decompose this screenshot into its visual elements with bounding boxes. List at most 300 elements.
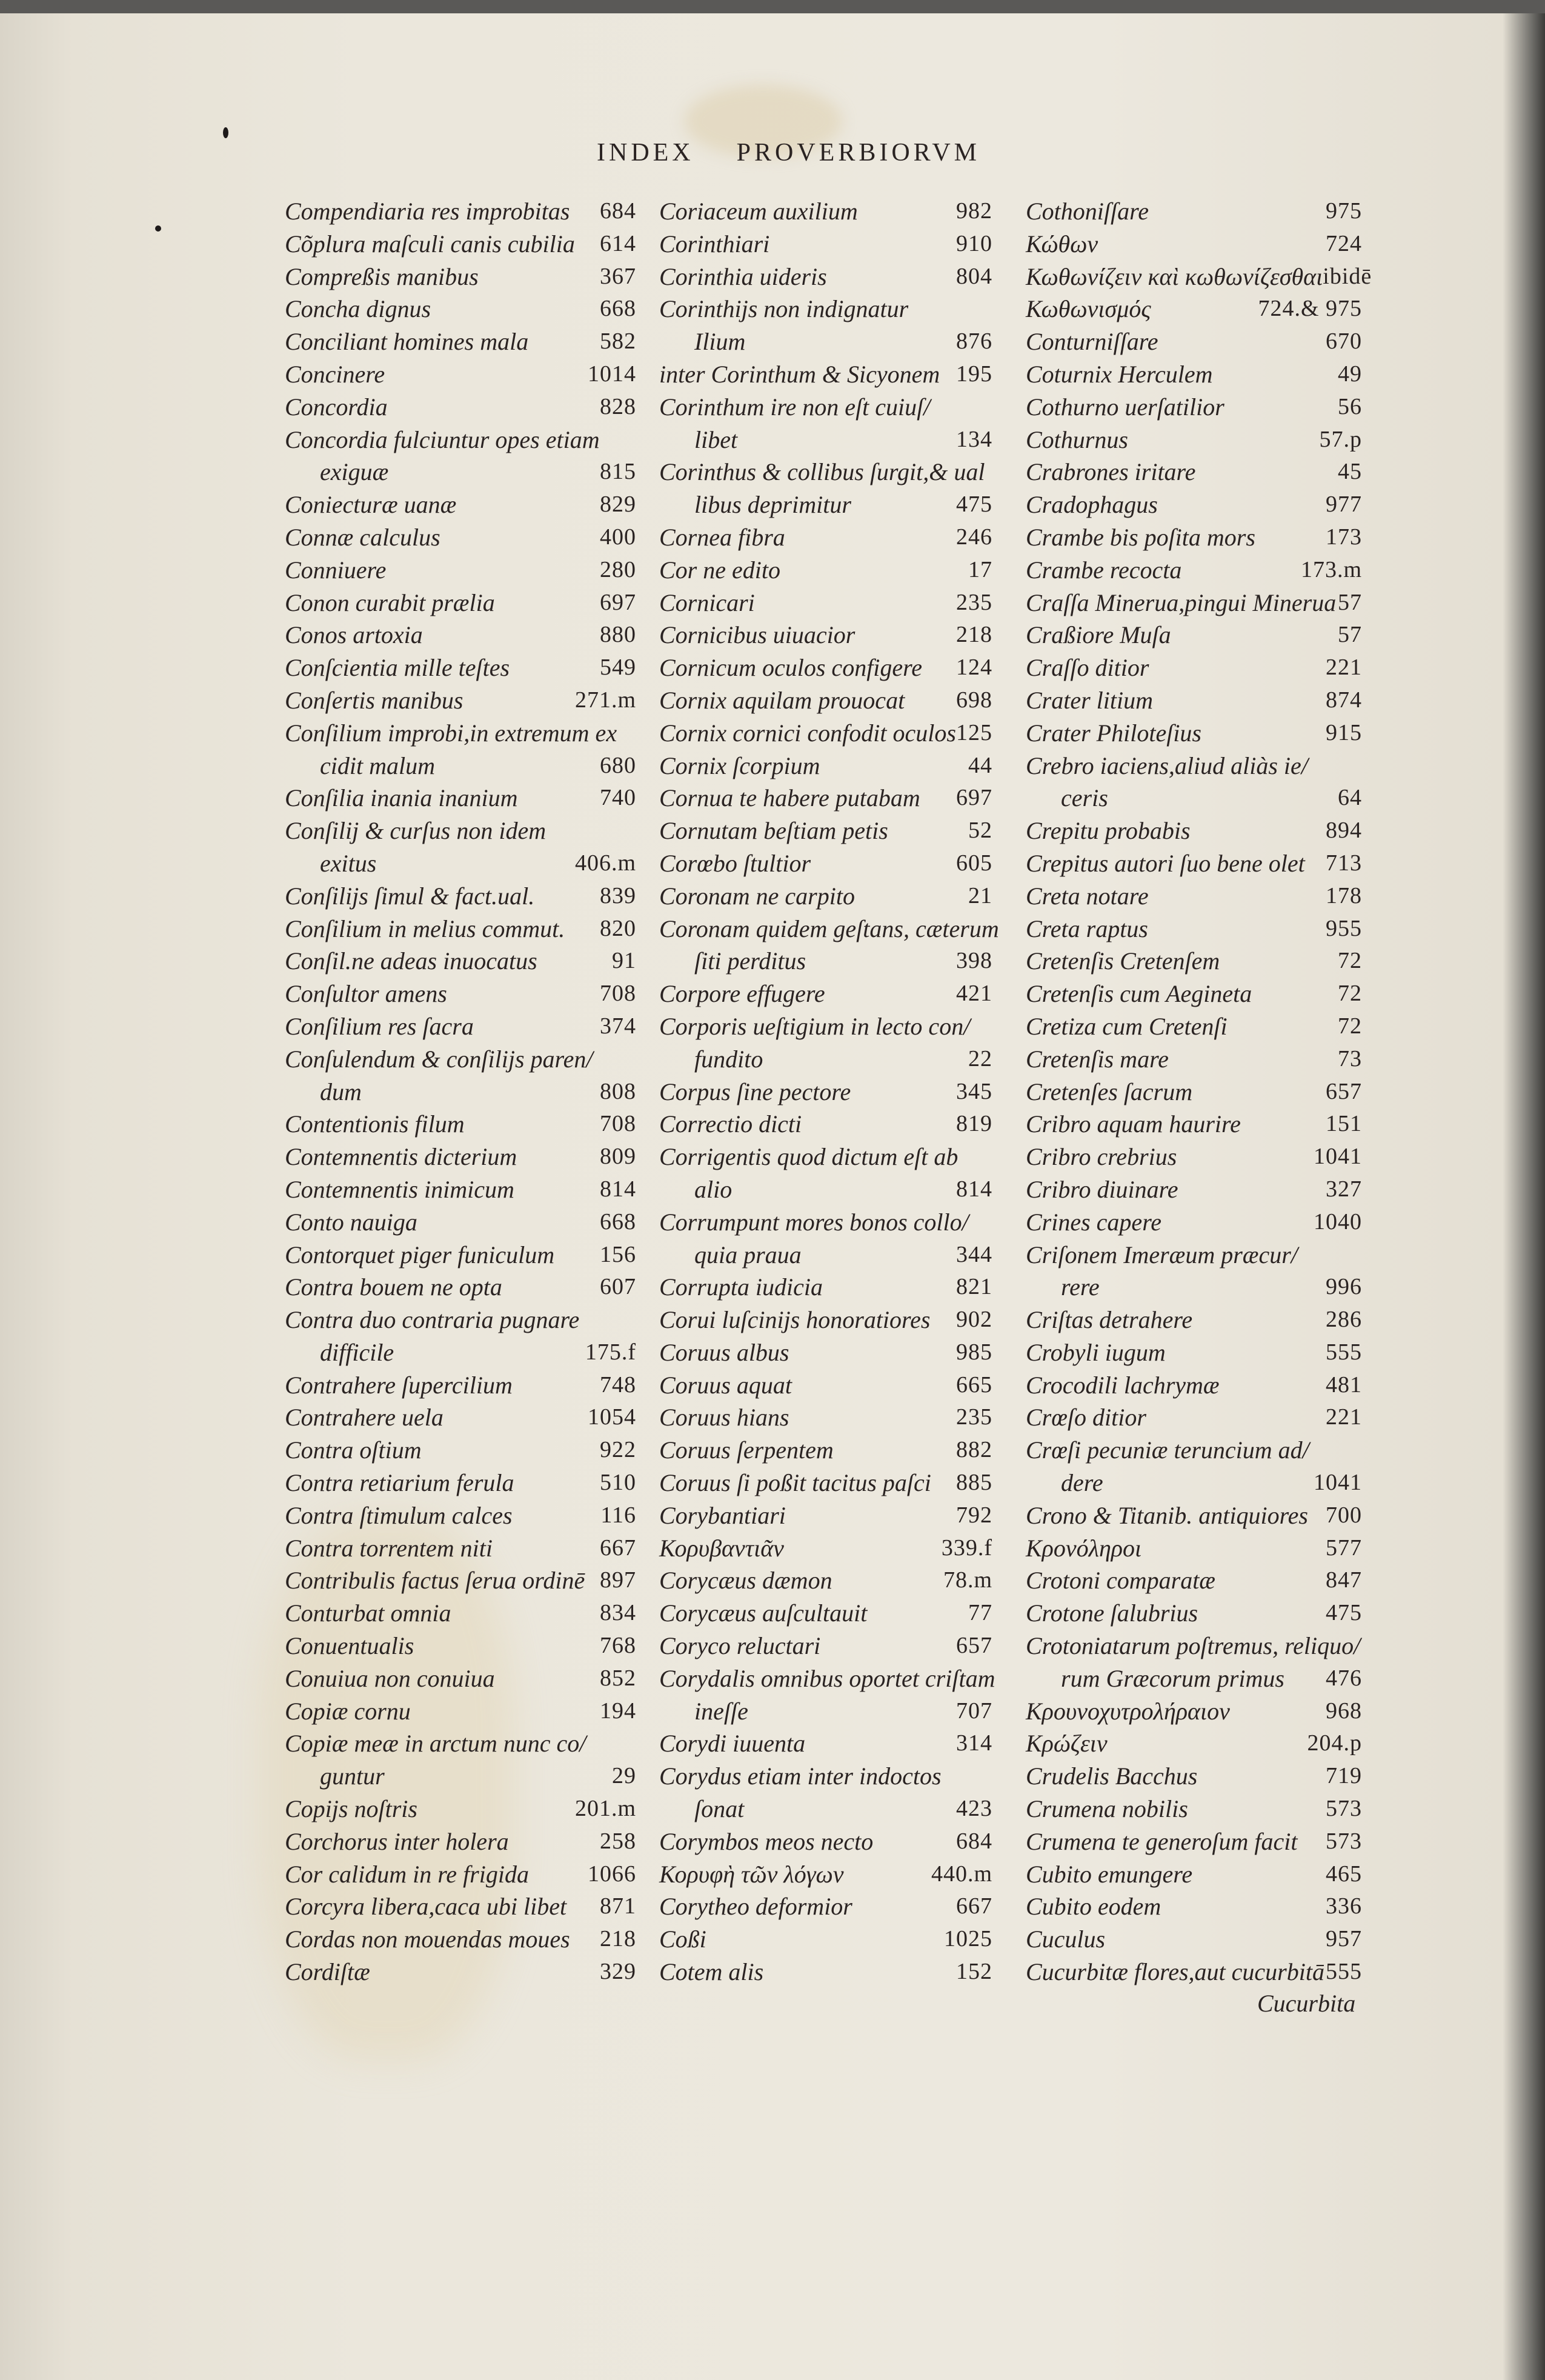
page-reference: 821	[956, 1274, 992, 1300]
page-reference: 246	[956, 524, 992, 550]
index-entry	[285, 619, 636, 652]
entry-text: Conſilia inania inanium	[285, 784, 518, 812]
index-entry	[285, 325, 636, 358]
index-entry	[285, 1825, 636, 1858]
page-reference: 668	[600, 1208, 636, 1235]
index-entry	[285, 195, 636, 228]
page-reference: 876	[956, 328, 992, 355]
entry-text: Cornix ſcorpium	[659, 752, 820, 779]
page-reference: 792	[956, 1502, 992, 1528]
page-reference: 258	[600, 1828, 636, 1854]
index-entry	[1026, 1141, 1362, 1173]
index-entry	[659, 1923, 992, 1956]
index-entry	[1026, 652, 1362, 684]
page-reference: 72	[1338, 1013, 1362, 1039]
index-entry	[659, 913, 999, 945]
entry-text: Cornicari	[659, 588, 755, 616]
index-entry	[285, 391, 636, 424]
page-reference: 607	[600, 1274, 636, 1300]
index-entry	[659, 293, 992, 325]
entry-text: alio	[694, 1175, 733, 1203]
entry-text: cidit malum	[320, 752, 435, 779]
entry-text: Corydi iuuenta	[659, 1730, 806, 1758]
entry-text: Contribulis factus ſerua ordinē	[285, 1567, 585, 1595]
index-entry	[285, 1630, 636, 1662]
entry-text: Contrahere uela	[285, 1404, 444, 1432]
scan-border	[0, 0, 1545, 13]
index-entry	[659, 1630, 992, 1662]
index-entry	[1026, 1336, 1362, 1369]
entry-text: Compreßis manibus	[285, 262, 479, 290]
page-reference: 708	[600, 981, 636, 1007]
index-entry	[285, 424, 636, 456]
page-reference: 982	[956, 198, 992, 224]
ink-speck	[223, 127, 228, 138]
index-entry	[1026, 1956, 1362, 1988]
page-reference: 713	[1326, 850, 1362, 876]
entry-text: Cornicum oculos configere	[659, 654, 923, 682]
index-entry	[1026, 1727, 1362, 1760]
page-reference: 475	[1326, 1600, 1362, 1626]
index-entry	[285, 587, 636, 619]
entry-text: Cornua te habere putabam	[659, 784, 920, 812]
entry-text: Cretenſis mare	[1026, 1045, 1169, 1073]
entry-text: Coruus albus	[659, 1338, 789, 1366]
page-reference: 57.p	[1319, 426, 1362, 452]
index-entry	[659, 261, 992, 293]
page-reference: 814	[600, 1176, 636, 1202]
index-entry	[659, 1858, 992, 1891]
index-entry	[659, 750, 992, 782]
page-reference: 814	[956, 1176, 992, 1202]
index-entry-continuation	[285, 847, 636, 880]
page-reference: 957	[1326, 1926, 1362, 1952]
index-entry	[285, 717, 636, 750]
page-reference: 151	[1326, 1111, 1362, 1137]
page-reference: ibidē	[1323, 263, 1372, 289]
index-entry	[285, 1695, 636, 1728]
index-entry-continuation	[285, 456, 636, 488]
page-reference: 670	[1326, 328, 1362, 355]
index-entry	[659, 228, 992, 261]
index-entry	[1026, 228, 1362, 261]
index-entry	[285, 1793, 636, 1825]
entry-text: Crumena te generoſum facit	[1026, 1827, 1298, 1855]
entry-text: Crœſi pecuniæ teruncium ad/	[1026, 1436, 1309, 1464]
entry-text: ineſſe	[694, 1697, 748, 1725]
entry-text: Crambe bis poſita mors	[1026, 523, 1255, 551]
entry-text: Cretenſes ſacrum	[1026, 1078, 1193, 1105]
page-reference: 1054	[588, 1404, 636, 1430]
page-reference: 915	[1326, 719, 1362, 745]
index-entry	[285, 978, 636, 1010]
page-reference: 724.& 975	[1258, 296, 1362, 322]
index-entry	[659, 456, 992, 488]
entry-text: Cribro diuinare	[1026, 1175, 1178, 1203]
index-entry-continuation	[1026, 1271, 1362, 1304]
index-entry	[659, 358, 992, 391]
entry-text: inter Corinthum & Sicyonem	[659, 360, 940, 388]
page-reference: 668	[600, 296, 636, 322]
entry-text: Conuiua non conuiua	[285, 1664, 495, 1692]
page-reference: 768	[600, 1633, 636, 1659]
entry-text: Contra bouem ne opta	[285, 1273, 502, 1301]
page-reference: 1041	[1314, 1144, 1362, 1170]
index-entry	[659, 1890, 992, 1923]
page-reference: 910	[956, 230, 992, 256]
page-reference: 221	[1326, 1404, 1362, 1430]
index-entry	[285, 1141, 636, 1173]
index-entry	[659, 1336, 992, 1369]
entry-text: Connæ calculus	[285, 523, 440, 551]
entry-text: Cothurnus	[1026, 425, 1128, 453]
entry-text: Coruus hians	[659, 1404, 789, 1432]
index-entry	[285, 782, 636, 815]
page-reference: 555	[1326, 1959, 1362, 1985]
page-reference: 852	[600, 1665, 636, 1691]
index-entry	[285, 1239, 636, 1272]
page-reference: 17	[968, 556, 992, 582]
index-entry	[285, 1304, 636, 1336]
index-entry	[659, 1369, 992, 1402]
entry-text: Craſſa Minerua,pingui Minerua	[1026, 588, 1337, 616]
page-reference: 423	[956, 1796, 992, 1822]
entry-text: exitus	[320, 849, 377, 877]
entry-text: Conſultor amens	[285, 980, 447, 1008]
index-entry-continuation	[285, 1076, 636, 1108]
index-entry	[285, 521, 636, 554]
entry-text: Contemnentis inimicum	[285, 1175, 514, 1203]
index-entry	[1026, 1532, 1362, 1565]
entry-text: Concha dignus	[285, 295, 431, 323]
page-reference: 828	[600, 393, 636, 419]
index-entry	[1026, 815, 1362, 847]
page-reference: 719	[1326, 1763, 1362, 1789]
entry-text: Conſilium in melius commut.	[285, 915, 565, 942]
entry-text: Copijs noſtris	[285, 1795, 417, 1823]
entry-text: Correctio dicti	[659, 1110, 802, 1138]
page-reference: 657	[956, 1633, 992, 1659]
index-entry	[1026, 1239, 1362, 1272]
index-entry	[1026, 358, 1362, 391]
entry-text: rum Græcorum primus	[1061, 1664, 1284, 1692]
index-entry	[659, 1206, 992, 1239]
entry-text: Κρώζειν	[1026, 1730, 1108, 1758]
page-reference: 985	[956, 1339, 992, 1365]
index-entry	[659, 1141, 992, 1173]
page-reference: 885	[956, 1470, 992, 1496]
page-reference: 116	[600, 1502, 636, 1528]
index-entry-continuation	[1026, 1467, 1362, 1499]
entry-text: Coruus ſi poßit tacitus paſci	[659, 1469, 931, 1497]
index-entry	[659, 195, 992, 228]
index-entry	[1026, 913, 1362, 945]
entry-text: Contra torrentem niti	[285, 1534, 493, 1562]
entry-text: Coßi	[659, 1925, 706, 1953]
index-entry	[659, 587, 992, 619]
page-reference: 327	[1326, 1176, 1362, 1202]
entry-text: Conſilium improbi,in extremum ex	[285, 719, 617, 747]
index-entry	[1026, 619, 1362, 652]
page-reference: 1014	[588, 361, 636, 387]
index-entry	[1026, 978, 1362, 1010]
entry-text: Conſilij & curſus non idem	[285, 817, 547, 845]
page-reference: 204.p	[1307, 1730, 1362, 1756]
entry-text: Corinthiari	[659, 230, 770, 258]
entry-text: Cuculus	[1026, 1925, 1106, 1953]
entry-text: Contrahere ſupercilium	[285, 1371, 513, 1399]
index-entry	[659, 1271, 992, 1304]
entry-text: libet	[694, 425, 738, 453]
entry-text: ſiti perditus	[694, 947, 806, 975]
entry-text: Corrumpunt mores bonos collo/	[659, 1208, 969, 1236]
index-entry	[1026, 554, 1362, 587]
page-reference: 91	[612, 948, 636, 974]
index-entry	[1026, 1173, 1362, 1206]
index-entry	[659, 1532, 992, 1565]
entry-text: Cribro aquam haurire	[1026, 1110, 1241, 1138]
entry-text: Cretiza cum Cretenſi	[1026, 1012, 1228, 1040]
index-entry	[285, 1043, 636, 1076]
entry-text: Cornea fibra	[659, 523, 785, 551]
index-entry	[659, 1564, 992, 1597]
entry-text: Crudelis Bacchus	[1026, 1762, 1198, 1790]
page-reference: 280	[600, 556, 636, 582]
entry-text: Crobyli iugum	[1026, 1338, 1166, 1366]
index-entry	[1026, 1369, 1362, 1402]
entry-text: Conturniſſare	[1026, 328, 1158, 356]
index-entry	[659, 1597, 992, 1630]
page-reference: 667	[956, 1893, 992, 1919]
index-entry	[285, 815, 636, 847]
index-entry	[1026, 1630, 1362, 1662]
index-entry-continuation	[1026, 782, 1362, 815]
entry-text: Crotone ſalubrius	[1026, 1599, 1198, 1627]
index-entry-continuation	[659, 488, 992, 521]
entry-text: Ilium	[694, 328, 746, 356]
index-entry	[1026, 1597, 1362, 1630]
entry-text: rere	[1061, 1273, 1100, 1301]
page-reference: 235	[956, 589, 992, 615]
entry-text: Corinthus & collibus ſurgit,& ual	[659, 458, 985, 486]
page-reference: 577	[1326, 1535, 1362, 1561]
page-reference: 44	[968, 752, 992, 778]
entry-text: Κορυφὴ τῶν λόγων	[659, 1860, 844, 1888]
entry-text: Κωθωνισμός	[1026, 295, 1151, 323]
index-entry	[659, 684, 992, 717]
index-entry	[285, 1597, 636, 1630]
page-reference: 195	[956, 361, 992, 387]
page-reference: 45	[1338, 459, 1362, 485]
entry-text: Coruus ſerpentem	[659, 1436, 834, 1464]
index-entry	[659, 847, 992, 880]
entry-text: Cõplura maſculi canis cubilia	[285, 230, 575, 258]
index-entry	[285, 293, 636, 325]
page-reference: 476	[1326, 1665, 1362, 1691]
index-entry-continuation	[659, 1043, 992, 1076]
page-reference: 707	[956, 1698, 992, 1724]
page-reference: 555	[1326, 1339, 1362, 1365]
page-reference: 400	[600, 524, 636, 550]
entry-text: Corrigentis quod dictum eſt ab	[659, 1143, 959, 1171]
entry-text: Cretenſis cum Aegineta	[1026, 980, 1252, 1008]
entry-text: Crambe recocta	[1026, 556, 1182, 584]
page-reference: 465	[1326, 1861, 1362, 1887]
index-entry	[285, 1467, 636, 1499]
entry-text: Crocodili lachrymæ	[1026, 1371, 1220, 1399]
index-entry	[1026, 1793, 1362, 1825]
page-reference: 329	[600, 1959, 636, 1985]
entry-text: Craßiore Muſa	[1026, 621, 1171, 649]
page-reference: 344	[956, 1241, 992, 1267]
page-reference: 406.m	[574, 850, 636, 876]
entry-text: Concinere	[285, 360, 385, 388]
page-reference: 614	[600, 230, 636, 256]
page-reference: 339.f	[941, 1535, 992, 1561]
header-proverbiorum: PROVERBIORVM	[736, 139, 981, 167]
page-reference: 440.m	[931, 1861, 992, 1887]
page-reference: 874	[1326, 687, 1362, 713]
index-entry-continuation	[659, 1173, 992, 1206]
entry-text: Crepitus autori ſuo bene olet	[1026, 849, 1305, 877]
entry-text: Craſſo ditior	[1026, 654, 1149, 682]
index-entry	[285, 488, 636, 521]
page-reference: 698	[956, 687, 992, 713]
index-entry	[1026, 1076, 1362, 1108]
page-reference: 697	[956, 785, 992, 811]
page-reference: 955	[1326, 915, 1362, 941]
page-reference: 173.m	[1300, 556, 1362, 582]
entry-text: Corinthijs non indignatur	[659, 295, 909, 323]
page-reference: 605	[956, 850, 992, 876]
index-column-2	[659, 195, 999, 1988]
entry-text: Cothoniſſare	[1026, 198, 1149, 225]
index-entry	[659, 1499, 992, 1532]
index-entry	[285, 1173, 636, 1206]
index-entry	[1026, 1206, 1362, 1239]
page-reference: 808	[600, 1078, 636, 1104]
page-reference: 684	[600, 198, 636, 224]
page-reference: 175.f	[585, 1339, 636, 1365]
page-reference: 64	[1338, 785, 1362, 811]
index-entry	[659, 717, 992, 750]
index-entry	[1026, 1760, 1362, 1793]
page-reference: 78.m	[943, 1567, 992, 1593]
ink-speck	[155, 225, 161, 232]
page-reference: 22	[968, 1045, 992, 1072]
page-reference: 77	[968, 1600, 992, 1626]
entry-text: Corydus etiam inter indoctos	[659, 1762, 942, 1790]
index-entry	[285, 1564, 636, 1597]
index-entry	[659, 1304, 992, 1336]
page-reference: 124	[956, 655, 992, 681]
index-entry	[285, 1206, 636, 1239]
entry-text: Cubito eodem	[1026, 1893, 1161, 1921]
entry-text: Corinthum ire non eſt cuiuſ/	[659, 393, 931, 421]
entry-text: ſonat	[694, 1795, 745, 1823]
entry-text: Coronam ne carpito	[659, 882, 855, 910]
catchword: Cucurbita	[1257, 1990, 1356, 2017]
entry-text: Contorquet piger funiculum	[285, 1241, 555, 1268]
index-entry	[1026, 717, 1362, 750]
entry-text: Coriaceum auxilium	[659, 198, 858, 225]
entry-text: Coryco reluctari	[659, 1632, 821, 1660]
index-entry	[1026, 261, 1372, 293]
entry-text: Corpore effugere	[659, 980, 825, 1008]
page-reference: 178	[1326, 882, 1362, 908]
entry-text: Cornicibus uiuacior	[659, 621, 856, 649]
page-reference: 173	[1326, 524, 1362, 550]
index-entry	[285, 1890, 636, 1923]
entry-text: Conſil.ne adeas inuocatus	[285, 947, 537, 975]
index-entry	[285, 1923, 636, 1956]
page-reference: 871	[600, 1893, 636, 1919]
page-reference: 829	[600, 492, 636, 518]
entry-text: ceris	[1061, 784, 1108, 812]
entry-text: Conuentualis	[285, 1632, 414, 1660]
index-entry	[1026, 1825, 1362, 1858]
entry-text: Κωθωνίζειν καὶ κωθωνίζεσθαι	[1026, 262, 1323, 290]
index-entry	[659, 880, 992, 913]
index-entry	[1026, 1890, 1362, 1923]
entry-text: Corchorus inter holera	[285, 1827, 509, 1855]
entry-text: Crœſo ditior	[1026, 1404, 1146, 1432]
entry-text: Coturnix Herculem	[1026, 360, 1213, 388]
page-reference: 804	[956, 263, 992, 289]
entry-text: Concordia fulciuntur opes etiam	[285, 425, 600, 453]
page-reference: 839	[600, 882, 636, 908]
page-reference: 221	[1326, 655, 1362, 681]
entry-text: Cucurbitæ flores,aut cucurbitā	[1026, 1958, 1324, 1986]
entry-text: Copiæ cornu	[285, 1697, 411, 1725]
index-entry	[285, 1662, 636, 1695]
entry-text: Contemnentis dicterium	[285, 1143, 517, 1171]
entry-text: Corpus ſine pectore	[659, 1078, 851, 1105]
page-reference: 977	[1326, 492, 1362, 518]
page-reference: 271.m	[574, 687, 636, 713]
page-reference: 398	[956, 948, 992, 974]
page-reference: 72	[1338, 948, 1362, 974]
index-entry-continuation	[659, 325, 992, 358]
entry-text: Cordiſtæ	[285, 1958, 370, 1986]
index-entry	[285, 945, 636, 978]
page-reference: 1025	[944, 1926, 992, 1952]
entry-text: Corrupta iudicia	[659, 1273, 823, 1301]
entry-text: Cordas non mouendas moues	[285, 1925, 570, 1953]
index-entry	[285, 913, 636, 945]
entry-text: Conſilijs ſimul & fact.ual.	[285, 882, 535, 910]
entry-text: Corporis ueſtigium in lecto con/	[659, 1012, 971, 1040]
entry-text: Crono & Titanib. antiquiores	[1026, 1501, 1308, 1529]
index-entry	[285, 1271, 636, 1304]
entry-text: Coruus aquat	[659, 1371, 792, 1399]
page-reference: 700	[1326, 1502, 1362, 1528]
entry-text: Cubito emungere	[1026, 1860, 1193, 1888]
page-reference: 1066	[588, 1861, 636, 1887]
page-reference: 834	[600, 1600, 636, 1626]
entry-text: Contentionis filum	[285, 1110, 465, 1138]
page-reference: 134	[956, 426, 992, 452]
entry-text: Corycæus dæmon	[659, 1567, 832, 1595]
index-entry	[1026, 684, 1362, 717]
entry-text: Corybantiari	[659, 1501, 786, 1529]
page-reference: 897	[600, 1567, 636, 1593]
entry-text: Cor ne edito	[659, 556, 780, 584]
index-entry	[1026, 195, 1362, 228]
entry-text: Copiæ meæ in arctum nunc co/	[285, 1730, 586, 1758]
entry-text: Contra ſtimulum calces	[285, 1501, 513, 1529]
entry-text: Cornix cornici confodit oculos	[659, 719, 956, 747]
